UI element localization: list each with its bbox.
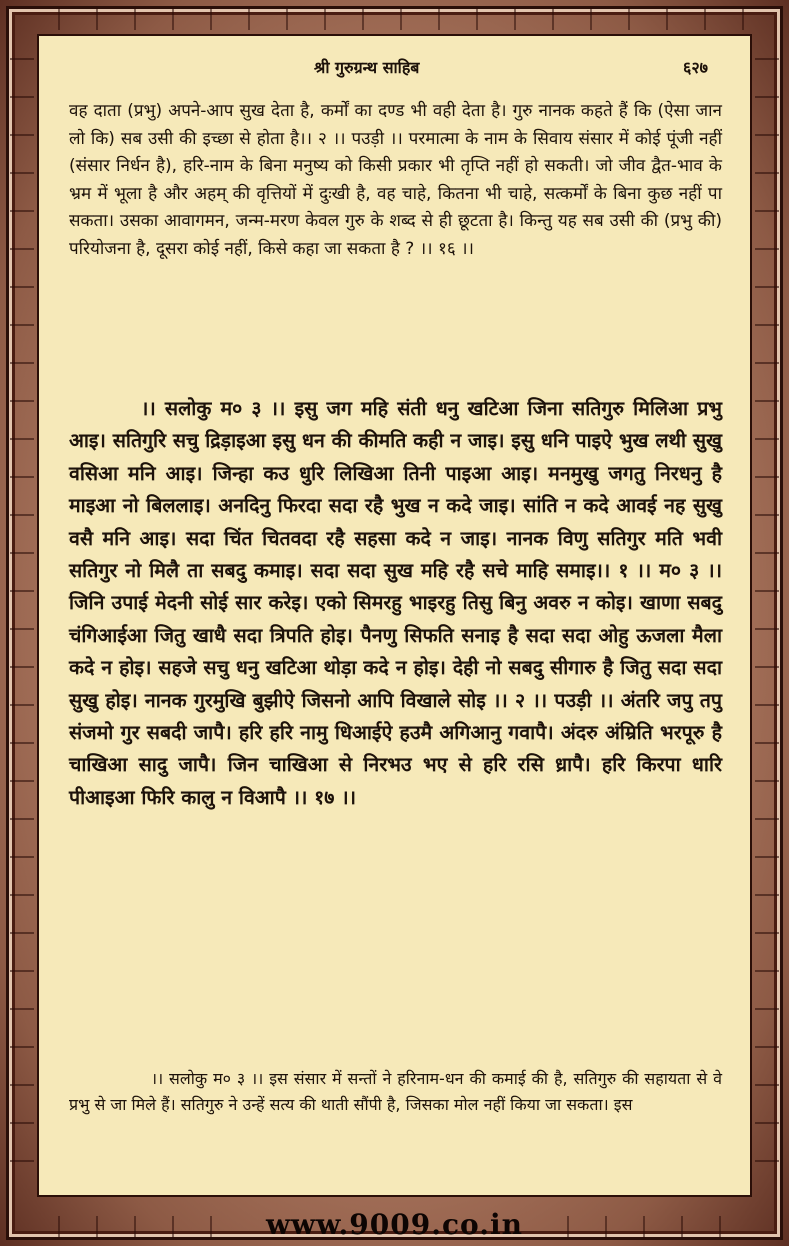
hindi-commentary-paragraph: वह दाता (प्रभु) अपने-आप सुख देता है, कर्मों का दण्ड भी वही देता है। गुरु नानक कहते हैं कि (ऐसा जान लो कि) सब उसी की इच्छा से होता है।। २ ।। पउड़ी ।। परमात्मा के नाम के सिवाय संसार में कोई पूंजी नहीं (संसार निर्धन है), हरि-नाम के बिना मनुष्य को किसी प्रकार भी तृप्ति नहीं हो सकती। जो जीव द्वैत-भाव के भ्रम में भूला है और अहम् की वृत्तियों में दुःखी है, वह चाहे, कितना भी चाहे, सत्कर्मों के बिना कुछ नहीं पा सकता। उसका आवागमन, जन्म-मरण केवल गुरु के शब्द से ही छूटता है। किन्तु यह सब उसी की (प्रभु की) परियोजना है, दूसरा कोई नहीं, किसे कहा जा सकता है ? ।। १६ ।।	[69, 101, 722, 259]
page-number: ६२७	[683, 58, 708, 77]
gurmukhi-verse-paragraph: ।। सलोकु म० ३ ।। इसु जग महि संती धनु खटिआ जिना सतिगुरु मिलिआ प्रभु आइ। सतिगुरि सचु द्रिड़ाइआ इसु धन की कीमति कही न जाइ। इसु धनि पाइऐ भुख लथी सुखु वसिआ मनि आइ। जिन्हा कउ धुरि लिखिआ तिनी पाइआ आइ। मनमुखु जगतु निरधनु है माइआ नो बिललाइ। अनदिनु फिरदा सदा रहै भुख न कदे जाइ। सांति न कदे आवई नह सुखु वसै मनि आइ। सदा चिंत चितवदा रहै सहसा कदे न जाइ। नानक विणु सतिगुर मति भवी सतिगुर नो मिलै ता सबदु कमाइ। सदा सदा सुख महि रहै सचे माहि समाइ।। १ ।। म० ३ ।। जिनि उपाई मेदनी सोई सार करेइ। एको सिमरहु भाइरहु तिसु बिनु अवरु न कोइ। खाणा सबदु चंगिआईआ जितु खाधै सदा त्रिपति होइ। पैनणु सिफति सनाइ है सदा सदा ओहु ऊजला मैला कदे न होइ। सहजे सचु धनु खटिआ थोड़ा कदे न होइ। देही नो सबदु सीगारु है जितु सदा सदा सुखु होइ। नानक गुरमुखि बुझीऐ जिसनो आपि विखाले सोइ ।। २ ।। पउड़ी ।। अंतरि जपु तपु संजमो गुर सबदी जापै। हरि हरि नामु धिआईऐ हउमै अगिआनु गवापै। अंदरु अंम्रिति भरपूरु है चाखिआ सादु जापै। जिन चाखिआ से निरभउ भए से हरि रसि ध्रापै। हरि किरपा धारि पीआइआ फिरि कालु न विआपै ।। १७ ।।	[69, 397, 723, 809]
page-header	[39, 56, 750, 80]
website-watermark: www.9009.co.in	[266, 1208, 523, 1241]
hindi-translation-paragraph: ।। सलोकु म० ३ ।। इस संसार में सन्तों ने हरिनाम-धन की कमाई की है, सतिगुरु की सहायता से वे प्रभु से जा मिले हैं। सतिगुरु ने उन्हें सत्य की थाती सौंपी है, जिसका मोल नहीं किया जा सकता। इस	[69, 1069, 722, 1114]
border-swirl-top	[40, 8, 749, 30]
border-swirl-right	[755, 40, 779, 1186]
scripture-page	[37, 34, 752, 1197]
border-swirl-left	[10, 40, 34, 1186]
page-title: श्री गुरुग्रन्थ साहिब	[314, 58, 420, 77]
